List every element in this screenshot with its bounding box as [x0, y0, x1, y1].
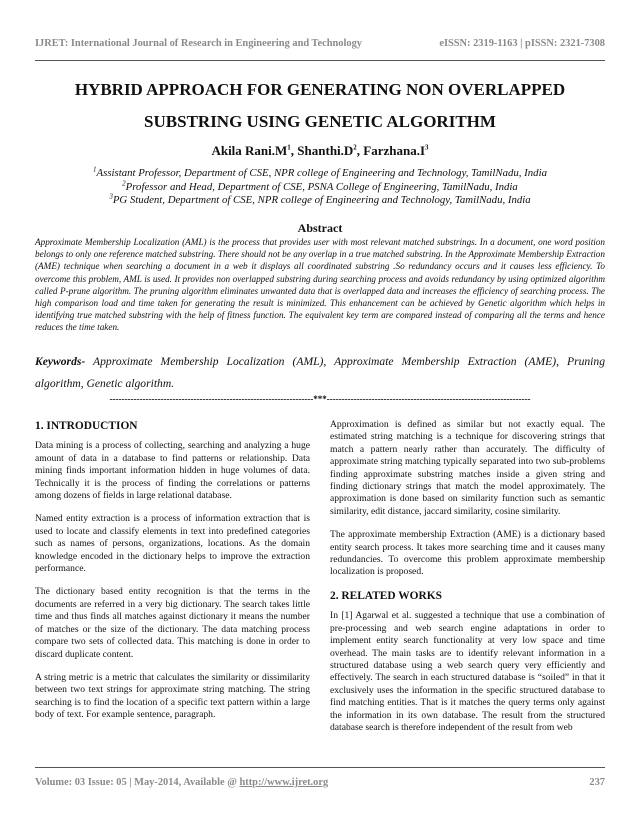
- intro-paragraph: Named entity extraction is a process of information extraction that is used to locate and classify elements in text into predefined categories such as names of persons, organizations, locations. As the domain knowledge encoded in the dictionary helps to improve the extraction performance.: [35, 513, 310, 575]
- paper-title: [35, 74, 605, 138]
- keywords: [35, 351, 605, 395]
- keywords-label: Keywords-: [35, 355, 86, 368]
- related-works-heading: 2. RELATED WORKS: [330, 589, 442, 602]
- running-header: [35, 38, 605, 49]
- author-list: [35, 143, 605, 159]
- author-2: $Shanthi.D^2$,: [297, 143, 364, 158]
- journal-link[interactable]: http://www.ijret.org: [239, 777, 329, 788]
- abstract-heading: Abstract: [297, 221, 343, 235]
- affiliations: [35, 167, 605, 208]
- abstract-text: Approximate Membership Localization (AML) is the process that provides user with most relevant matched substrings. In a document, one word position belongs to only one reference matched substring. There should not be any overlap in a true matched substring. In the Approximate Membership Extraction (AME) technique when searching a document in a web it displays all coordinated substring .So redundancy occurs and it causes less efficiency. To overcome this problem, AML is used. It provides non overlapped substring during searching process and avoids redundancy by using optimized algorithm called P-prune algorithm. The pruning algorithm eliminates unwanted data that is overlapped data and increases the efficiency of searching process. The high comparison load and time taken for generating the result is minimized. This enhancement can be achieved by Genetic algorithm which helps in identifying true matched substring with the help of fitness function. The equivalent key term are compared instead of comparing all the terms and hence reduces the time taken.: [35, 237, 605, 333]
- page-number: 237: [589, 777, 605, 788]
- keywords-text: Approximate Membership Localization (AML), Approximate Membership Extraction (AME), Pruning algorithm, Genetic algorithm.: [35, 355, 605, 390]
- title-line-2: SUBSTRING USING GENETIC ALGORITHM: [144, 112, 496, 131]
- header-rule: [35, 60, 605, 61]
- affiliation-1: $^1$Assistant Professor, Department of CSE, NPR college of Engineering and Technology, TamilNadu, India: [93, 165, 547, 179]
- intro-paragraph: Approximation is defined as similar but not exactly equal. The estimated string matching is a technique for discovering strings that match a pattern nearly rather than accurately. The difficulty of approximate string matching typically separated into two sub-problems finding approximate substring matches inside a given string and finding dictionary strings that match the model approximately. The approximation is done based on similarity function such as semantic similarity, edit distance, jaccard similarity, cosine similarity.: [330, 419, 605, 517]
- intro-paragraph: A string metric is a metric that calculates the similarity or dissimilarity between two text strings for approximate string matching. The string searching is to find the location of a specific text pattern within a large body of text. For example sentence, paragraph.: [35, 671, 310, 721]
- intro-heading: 1. INTRODUCTION: [35, 420, 138, 432]
- right-column: [330, 419, 605, 745]
- footer-rule: [35, 767, 605, 768]
- intro-paragraph: The approximate membership Extraction (AME) is a dictionary based entity search process. It takes more searching time and it causes many redundancies. To overcome this problem approximate membership localization is proposed.: [330, 529, 605, 578]
- intro-paragraph: The dictionary based entity recognition is that the terms in the documents are referred in a very big dictionary. The search takes little time and thus finds all matches against dictionary it means the number of matches or the size of the dictionary. The data matching process compare two sets of collected data. This matching is done in order to discard duplicate content.: [35, 586, 310, 660]
- affiliation-2: $^2$Professor and Head, Department of CSE, PSNA College of Engineering, TamilNadu, India: [122, 179, 518, 193]
- intro-paragraph: Data mining is a process of collecting, searching and analyzing a huge amount of data in a database to find patterns or relationship. Data mining finds important information hidden in huge volumes of data. Technically it is the process of finding the correlations or patterns among dozens of fields in large relational database.: [35, 440, 310, 502]
- running-footer: [35, 777, 605, 788]
- journal-name: IJRET: International Journal of Research in Engineering and Technology: [35, 38, 362, 49]
- issn-text: eISSN: 2319-1163 | pISSN: 2321-7308: [439, 38, 605, 49]
- author-3: $Farzhana.I^3$: [363, 143, 429, 158]
- section-separator: --------------------------------------------------------------------***--------------------------------------------------------------------: [109, 394, 531, 404]
- left-column: [35, 420, 310, 733]
- affiliation-3: $^3$PG Student, Department of CSE, NPR college of Engineering and Technology, TamilNadu, India: [109, 192, 531, 207]
- author-1: Akila $Rani.M^1$,: [211, 143, 298, 158]
- volume-info: Volume: 03 Issue: 05 | May-2014, Available @ http://www.ijret.org: [35, 777, 329, 788]
- related-paragraph: In [1] Agarwal et al. suggested a technique that use a combination of pre-processing and web search engine adaptations in order to implement entity search functionality at very low space and time overhead. The main tasks are to identify relevant information in a structured database using a web search query very efficiently and effectively. The search in each structured database is “soiled” in that it exclusively uses the information in the specific structured database to find matching entities. That is it matches the query terms only against the information in its own database. The result from the structured database search is therefore independent of the result from web: [330, 610, 605, 733]
- title-line-1: HYBRID APPROACH FOR GENERATING NON OVERLAPPED: [74, 80, 566, 99]
